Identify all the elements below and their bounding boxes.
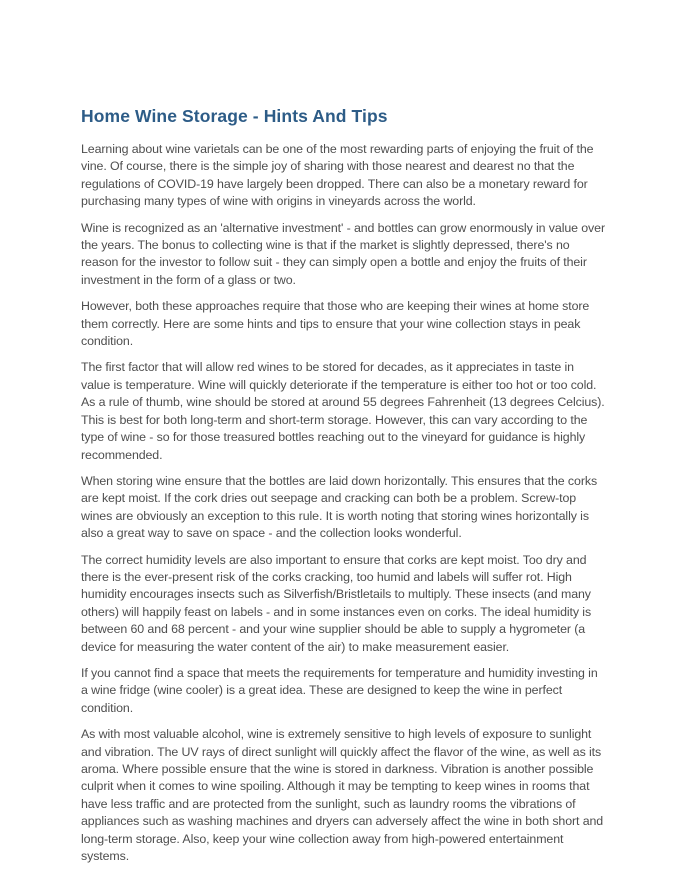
paragraph-sunlight-vibration: As with most valuable alcohol, wine is extremely sensitive to high levels of exposure to sunlight and vibration. The UV rays of direct sunlight will quickly affect the flavor of the wine, as well as its aroma. Where possible ensure that the wine is stored in darkness. Vibration is another possible culprit when it comes to wine spoiling. Although it may be tempting to keep wines in rooms that have less traffic and are protected from the sunlight, such as laundry rooms the vibrations of appliances such as washing machines and dryers can adversely affect the wine in both short and long-term storage. Also, keep your wine collection away from high-powered entertainment systems.: [81, 727, 604, 864]
paragraph-humidity: The correct humidity levels are also important to ensure that corks are kept moist. Too dry and there is the ever-present risk of the corks cracking, too humid and labels will suffer rot. High humidity encourages insects such as Silverfish/Bristletails to multiply. These insects (and many others) will happily feast on labels - and in some instances even on corks. The ideal humidity is between 60 and 68 percent - and your wine supplier should be able to supply a hygrometer (a device for measuring the water content of the air) to make measurement easier.: [81, 552, 592, 654]
paragraph-storage-intro: However, both these approaches require that those who are keeping their wines at home store them correctly. Here are some hints and tips to ensure that your wine collection stays in peak condition.: [81, 299, 590, 349]
document-content: [81, 106, 605, 874]
paragraph-intro: Learning about wine varietals can be one of the most rewarding parts of enjoying the fruit of the vine. Of course, there is the simple joy of sharing with those nearest and dearest no that the regulations of COVID-19 have largely been dropped. There can also be a monetary reward for purchasing many types of wine with origins in vineyards across the world.: [81, 142, 594, 209]
paragraph-horizontal-storage: When storing wine ensure that the bottles are laid down horizontally. This ensures that the corks are kept moist. If the cork dries out seepage and cracking can both be a problem. Screw-top wines are obviously an exception to this rule. It is worth noting that storing wines horizontally is also a great way to save on space - and the collection looks wonderful.: [81, 473, 598, 541]
paragraph-investment: Wine is recognized as an 'alternative investment' - and bottles can grow enormously in value over the years. The bonus to collecting wine is that if the market is slightly depressed, there's no reason for the investor to follow suit - they can simply open a bottle and enjoy the fruits of their investment in the form of a glass or two.: [81, 220, 605, 287]
paragraph-wine-fridge: If you cannot find a space that meets the requirements for temperature and humidity investing in a wine fridge (wine cooler) is a great idea. These are designed to keep the wine in perfect condition.: [81, 665, 598, 715]
paragraph-temperature: The first factor that will allow red wines to be stored for decades, as it appreciates in taste in value is temperature. Wine will quickly deteriorate if the temperature is either too hot or too cold. As a rule of thumb, wine should be stored at around 55 degrees Fahrenheit (13 degrees Celcius). This is best for both long-term and short-term storage. However, this can vary according to the type of wine - so for those treasured bottles reaching out to the vineyard for guidance is highly recommended.: [81, 360, 605, 462]
page-title: Home Wine Storage - Hints And Tips: [81, 106, 388, 126]
